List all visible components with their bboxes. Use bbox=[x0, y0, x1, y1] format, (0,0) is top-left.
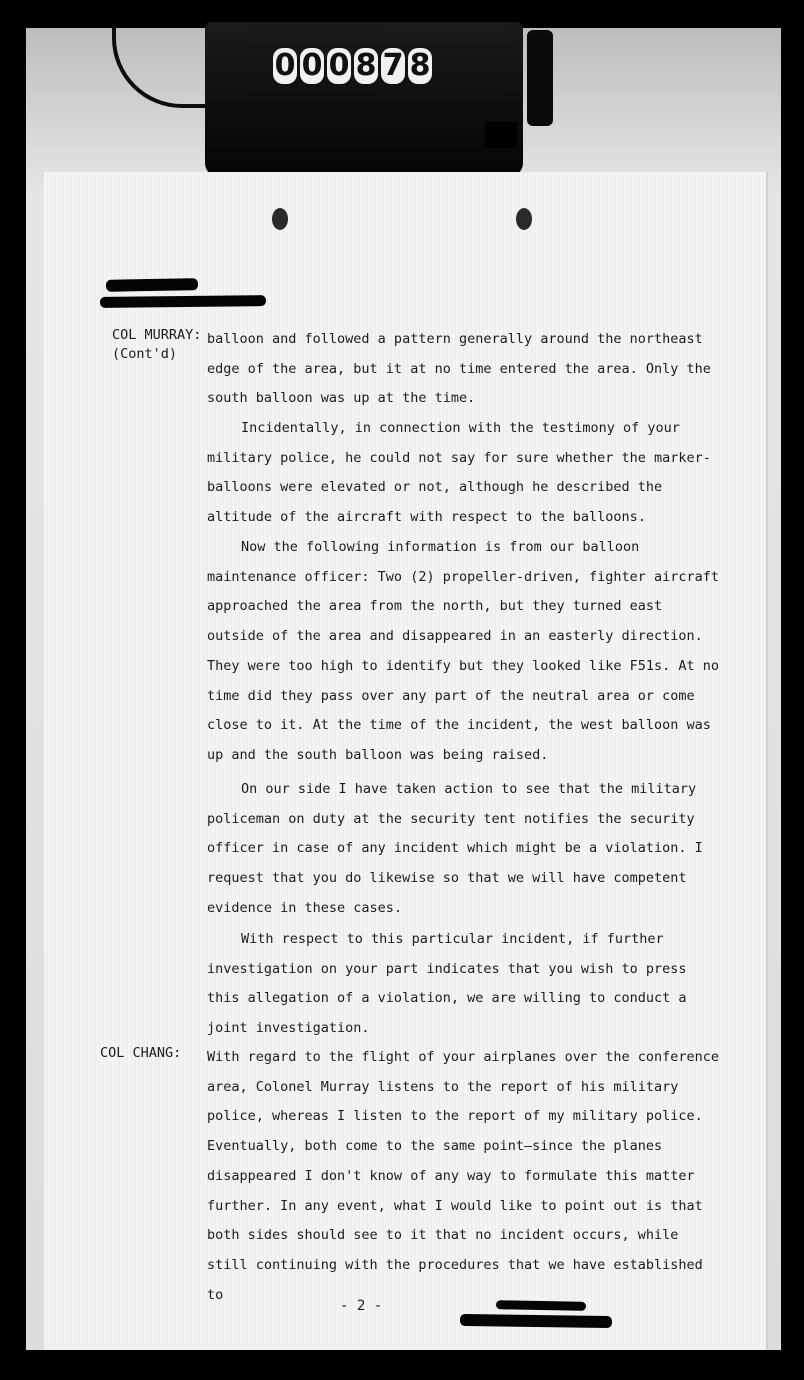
paragraph: balloon and followed a pattern generally around the northeast edge of the area, but it at no time entered the area. Only the south balloon was up at the time. bbox=[207, 331, 711, 407]
counter-knob bbox=[527, 30, 553, 126]
speaker-murray bbox=[112, 326, 201, 364]
redaction-bar bbox=[460, 1314, 612, 1328]
redaction-bar bbox=[496, 1300, 586, 1311]
speaker-continued: (Cont'd) bbox=[112, 346, 178, 362]
punch-hole bbox=[272, 208, 288, 230]
page-number: - 2 - bbox=[340, 1298, 383, 1314]
counter-digits bbox=[273, 48, 432, 84]
counter-digit: 0 bbox=[301, 48, 323, 83]
speaker-name: COL MURRAY: bbox=[112, 327, 202, 343]
counter-digit: 0 bbox=[328, 48, 350, 83]
speaker-name: COL CHANG: bbox=[100, 1045, 182, 1061]
counter-digit: 0 bbox=[274, 48, 296, 83]
document-page bbox=[44, 172, 766, 1350]
paragraph: With regard to the flight of your airplanes over the conference area, Colonel Murray listens to the report of his military police, whereas I listen to the report of my military police. Eventually, both come to the same point—since the planes disappeared I don't know of any way to formulate this matter further. In any event, what I would like to point out is that both sides should see to it that no incident occurs, while still continuing with the procedures that we have established to bbox=[207, 1049, 720, 1303]
counter-digit: 8 bbox=[355, 48, 377, 83]
counter-digit: 7 bbox=[382, 48, 404, 83]
paragraph: Now the following information is from our balloon maintenance officer: Two (2) propeller-driven, fighter aircraft approached the area from the north, but they turned east outside of the area and disappeared in an easterly direction. They were too high to identify but they looked like F51s. At no time did they pass over any part of the neutral area or come close to it. At the time of the incident, the west balloon was up and the south balloon was being raised. bbox=[207, 539, 720, 763]
punch-hole bbox=[516, 208, 532, 230]
counter-slot bbox=[485, 122, 517, 148]
numbering-counter bbox=[205, 22, 523, 177]
redaction-bar bbox=[106, 278, 198, 292]
paragraph: On our side I have taken action to see that the military policeman on duty at the security tent notifies the security officer in case of any incident which might be a violation. I request that you do likewise so that we will have competent evidence in these cases. bbox=[207, 781, 703, 916]
paragraph: Incidentally, in connection with the testimony of your military police, he could not say for sure whether the marker-balloons were elevated or not, although he described the altitude of the aircraft with respect to the balloons. bbox=[207, 420, 711, 526]
speaker-chang bbox=[100, 1044, 181, 1063]
paragraph: With respect to this particular incident, if further investigation on your part indicates that you wish to press this allegation of a violation, we are willing to conduct a joint investigation. bbox=[207, 931, 687, 1037]
counter-digit: 8 bbox=[409, 48, 431, 83]
redaction-bar bbox=[100, 295, 266, 308]
